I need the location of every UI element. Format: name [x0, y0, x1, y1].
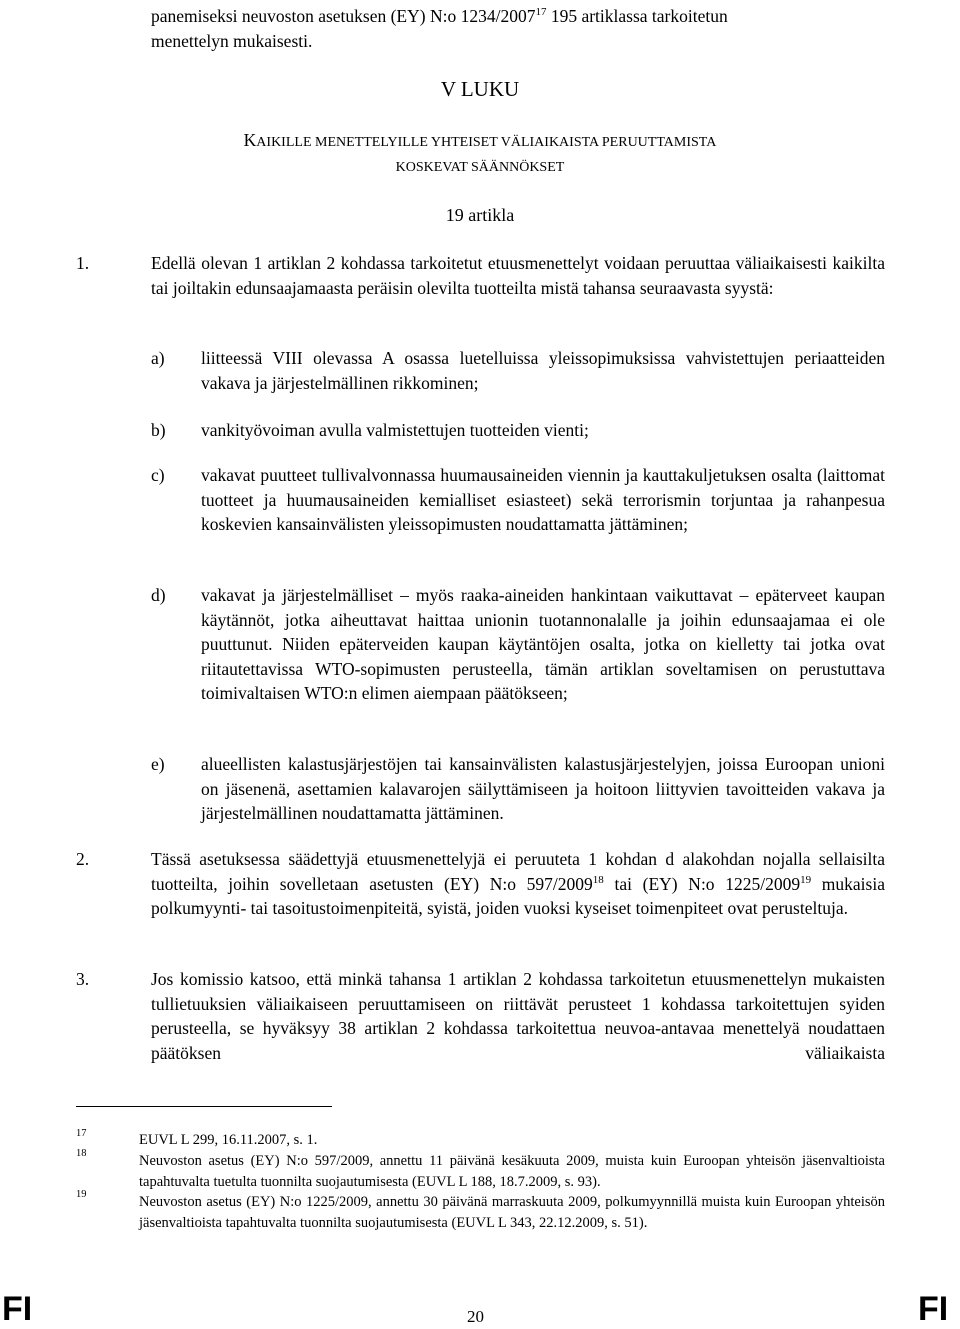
para1-text: Edellä olevan 1 artiklan 2 kohdassa tarkoitetut etuusmenettelyt voidaan peruuttaa väliaikaisesti kaikilta tai joiltakin edunsaajamaasta peräisin olevilta tuotteilta mistä tahansa seuraavasta syystä:: [151, 253, 885, 298]
para2-number: 2.: [76, 849, 90, 869]
chapter-title-rest: AIKILLE MENETTELYILLE YHTEISET VÄLIAIKAISTA PERUUTTAMISTA: [256, 135, 717, 150]
para2-text-b: tai (EY) N:o 1225/2009: [603, 873, 801, 894]
para3-text: Jos komissio katsoo, että minkä tahansa 1 artiklan 2 kohdassa tarkoitetun etuusmenettelyn mukaisten tullietuuksien väliaikaiseen peruuttamiseen on riittävät perusteet 1 kohdassa tarkoitettujen syiden perusteella, se hyväksyy 38 artiklan 2 kohdassa tarkoitettua neuvoa-antavaa menettelyä noudattaen päätöksen väliaikaista: [151, 969, 885, 1063]
footer-language-right: FI: [918, 1290, 949, 1328]
item-c-label: c): [151, 465, 165, 485]
item-b-text: vankityövoiman avulla valmistettujen tuotteiden vienti;: [201, 420, 589, 440]
para2-text: [151, 847, 885, 921]
item-b-label: b): [151, 420, 166, 440]
footnote-18-number: 18: [76, 1148, 87, 1159]
top-text: [151, 4, 885, 53]
top-text-line2: menettelyn mukaisesti.: [151, 30, 313, 51]
item-e-label: e): [151, 754, 165, 774]
article-heading: 19 artikla: [445, 205, 515, 225]
footnote-ref-17[interactable]: 17: [535, 6, 547, 18]
footnote-17-number: 17: [76, 1128, 87, 1139]
para3-number: 3.: [76, 969, 90, 989]
para2-text-a: Tässä asetuksessa säädettyjä etuusmenettelyjä ei peruuteta 1 kohdan d alakohdan nojalla sellaisilta tuotteilta, joihin sovelletaan asetusten (EY) N:o 597/2009: [151, 849, 885, 894]
para1-number: 1.: [76, 253, 90, 273]
item-e-text: alueellisten kalastusjärjestöjen tai kansainvälisten kalastusjärjestelyjen, joissa Euroopan unioni on jäsenenä, asettamien kalavarojen säilyttämiseen ja hoitoon liittyvien tavoitteiden vakava ja järjestelmällinen noudattamatta jättäminen.: [201, 754, 885, 823]
top-text-line1-b: 195 artiklassa tarkoitetun: [546, 6, 728, 26]
chapter-title-line1: [0, 128, 960, 156]
footnote-separator: [76, 1106, 332, 1107]
footnote-19-number: 19: [76, 1189, 87, 1200]
footer-language-left: FI: [2, 1290, 33, 1328]
item-c-text: vakavat puutteet tullivalvonnassa huumausaineiden viennin ja kauttakuljetuksen osalta (laittomat tuotteet ja huumausaineiden kemialliset esiasteet) sekä terrorismin torjuntaa ja rahanpesua koskevien kansainvälisten yleissopimusten noudattamatta jättäminen;: [201, 465, 885, 534]
footnote-18-text: Neuvoston asetus (EY) N:o 597/2009, annettu 11 päivänä kesäkuuta 2009, muista kuin Euroopan yhteisön jäsenvaltioista tapahtuvalta tuetulta tuonnilta suojautumisesta (EUVL L 188, 18.7.2009, s. 93).: [139, 1153, 885, 1190]
footnote-ref-19[interactable]: 19: [800, 873, 812, 886]
top-text-line1-a: panemiseksi neuvoston asetuksen (EY) N:o 1234/2007: [151, 6, 536, 26]
chapter-title-initial: K: [243, 130, 257, 150]
item-d-label: d): [151, 585, 166, 605]
chapter-number: V LUKU: [440, 77, 520, 101]
page-number: 20: [467, 1307, 484, 1326]
footnote-ref-18[interactable]: 18: [592, 873, 604, 886]
footnote-19-text: Neuvoston asetus (EY) N:o 1225/2009, annettu 30 päivänä marraskuuta 2009, polkumyynnillä muista kuin Euroopan yhteisön jäsenvaltioista tapahtuvalta tuonnilta suojautumisesta (EUVL L 343, 22.12.2009, s. 51).: [139, 1194, 885, 1231]
chapter-title-line2: KOSKEVAT SÄÄNNÖKSET: [395, 160, 565, 175]
footnote-17-text: EUVL L 299, 16.11.2007, s. 1.: [139, 1132, 318, 1148]
para2-text-c: mukaisia polkumyynti- tai tasoitustoimenpiteitä, syistä, joiden vuoksi kyseiset toimenpiteet ovat perusteltuja.: [151, 873, 885, 918]
item-a-text: liitteessä VIII olevassa A osassa luetelluissa yleissopimuksissa vahvistettujen periaatteiden vakava ja järjestelmällinen rikkominen;: [201, 348, 885, 393]
top-text-line1: [151, 4, 885, 29]
item-d-text: vakavat ja järjestelmälliset – myös raaka-aineiden hankintaan vaikuttavat – epäterveet kaupan käytännöt, jotka aiheuttavat haittaa unionin tuotannonalalle ja joihin edunsaajamaa ei ole puuttunut. Niiden epäterveiden kaupan käytäntöjen osalta, jotka on kielletty tai jotka ovat riitautettavissa WTO-sopimusten perusteella, tämän artiklan soveltamisen on perustuttava toimivaltaisen WTO:n elimen aiempaan päätökseen;: [201, 585, 885, 703]
item-a-label: a): [151, 348, 165, 368]
